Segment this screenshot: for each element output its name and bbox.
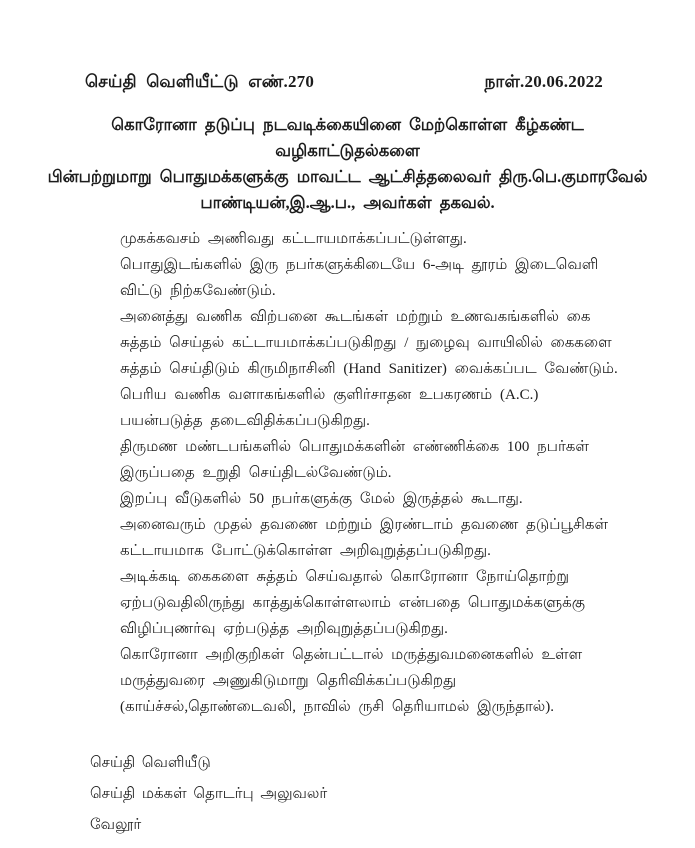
body-paragraph: பொதுஇடங்களில் இரு நபர்களுக்கிடையே 6-அடி தூரம் இடைவெளி விட்டு நிற்கவேண்டும். [120, 257, 599, 299]
body-paragraph: அனைத்து வணிக விற்பனை கூடங்கள் மற்றும் உணவகங்களில் கை சுத்தம் செய்தல் கட்டாயமாக்கப்படுகிறது / நுழைவு வாயிலில் கைகளை சுத்தம் செய்திடும் கிருமிநாசினி (Hand Sanitizer) வைக்கப்பட வேண்டும். [120, 309, 618, 377]
title-line-3: பாண்டியன்,இ.ஆ.ப., அவர்கள் தகவல். [200, 193, 495, 212]
press-release-number: செய்தி வெளியீட்டு எண்.270 [85, 72, 315, 91]
release-date: நாள்.20.06.2022 [484, 72, 603, 91]
body-paragraph: முகக்கவசம் அணிவது கட்டாயமாக்கப்பட்டுள்ளது. [120, 231, 467, 247]
body-paragraph: அனைவரும் முதல் தவணை மற்றும் இரண்டாம் தவணை தடுப்பூசிகள் கட்டாயமாக போட்டுக்கொள்ள அறிவுறுத்தப்படுகிறது. [120, 517, 608, 559]
document-title [0, 112, 695, 216]
title-line-2: பின்பற்றுமாறு பொதுமக்களுக்கு மாவட்ட ஆட்சித்தலைவர் திரு.பெ.குமாரவேல் [47, 167, 648, 186]
body-paragraph: கொரோனா அறிகுறிகள் தென்பட்டால் மருத்துவமனைகளில் உள்ள மருத்துவரை அணுகிடுமாறு தெரிவிக்கப்படுகிறது (காய்ச்சல்,தொண்டைவலி, நாவில் ருசி தெரியாமல் இருந்தால்). [120, 647, 583, 715]
body-paragraph: அடிக்கடி கைகளை சுத்தம் செய்வதால் கொரோனா நோய்தொற்று ஏற்படுவதிலிருந்து காத்துக்கொள்ளலாம் என்பதை பொதுமக்களுக்கு விழிப்புணர்வு ஏற்படுத்த அறிவுறுத்தப்படுகிறது. [120, 569, 585, 637]
document-header [0, 0, 695, 94]
document-footer [90, 748, 327, 841]
footer-line-release: செய்தி வெளியீடு [90, 755, 211, 771]
body-paragraph: திருமண மண்டபங்களில் பொதுமக்களின் எண்ணிக்கை 100 நபர்கள் இருப்பதை உறுதி செய்திடல்வேண்டும். [120, 439, 589, 481]
title-line-1: கொரோனா தடுப்பு நடவடிக்கையினை மேற்கொள்ள கீழ்கண்ட வழிகாட்டுதல்களை [111, 115, 584, 160]
guidelines-body [120, 226, 625, 720]
footer-line-place: வேலூர் [90, 817, 142, 833]
footer-line-officer: செய்தி மக்கள் தொடர்பு அலுவலர் [90, 786, 328, 802]
body-paragraph: இறப்பு வீடுகளில் 50 நபர்களுக்கு மேல் இருத்தல் கூடாது. [120, 491, 523, 507]
body-paragraph: பெரிய வணிக வளாகங்களில் குளிர்சாதன உபகரணம் (A.C.) பயன்படுத்த தடைவிதிக்கப்படுகிறது. [120, 387, 539, 429]
